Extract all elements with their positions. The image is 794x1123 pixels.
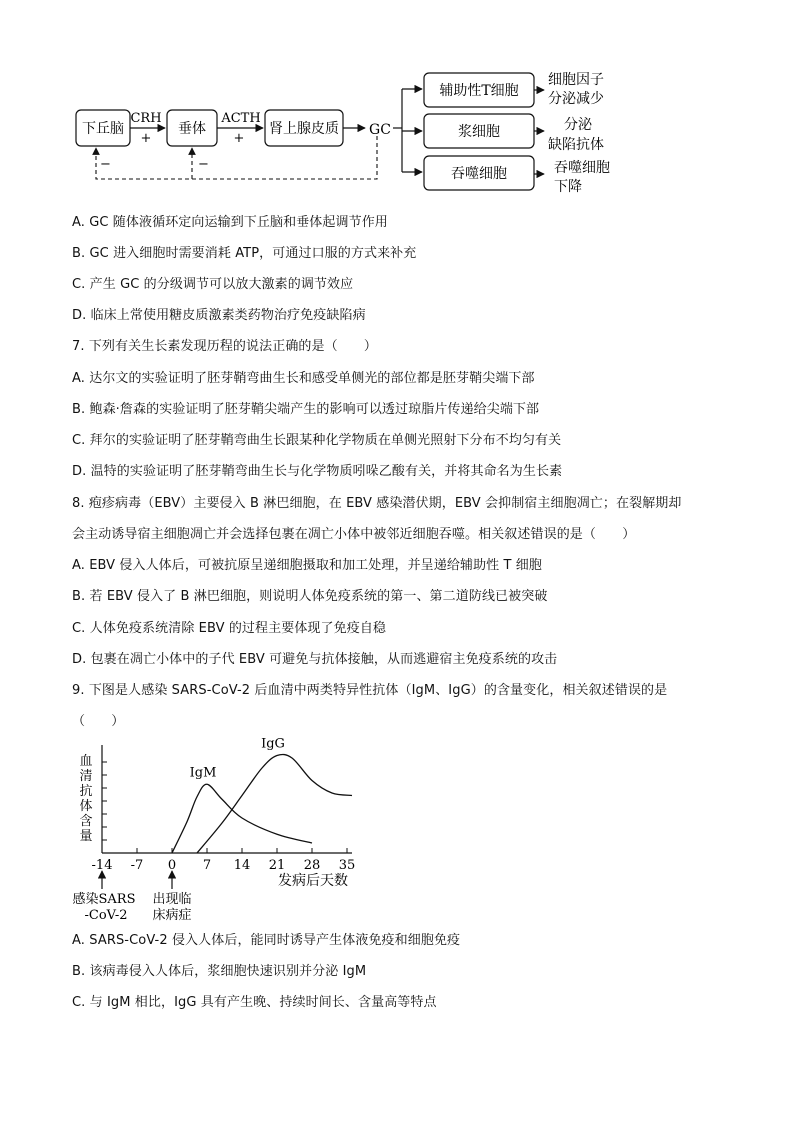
q7-option-a: A. 达尔文的实验证明了胚芽鞘弯曲生长和感受单侧光的部位都是胚芽鞘尖端下部	[72, 371, 535, 386]
q8-option-d: D. 包裹在凋亡小体中的子代 EBV 可避免与抗体接触，从而逃避宿主免疫系统的攻击	[72, 652, 558, 667]
q9-stem-line2: （ ）	[72, 714, 125, 729]
helper-t-outcome-line1: 细胞因子	[548, 72, 604, 88]
y-axis-title	[79, 754, 92, 844]
adrenal-label: 肾上腺皮质	[269, 121, 339, 137]
igm-series-label: IgM	[189, 765, 217, 781]
hpa-axis-diagram	[60, 62, 760, 202]
q6-option-c: C. 产生 GC 的分级调节可以放大激素的调节效应	[72, 277, 354, 292]
infection-label-line2: -CoV-2	[84, 908, 128, 923]
q6-option-b: B. GC 进入细胞时需要消耗 ATP，可通过口服的方式来补充	[72, 246, 417, 261]
acth-label: ACTH	[221, 111, 261, 126]
plasma-outcome-line2: 缺陷抗体	[548, 137, 604, 153]
plasma-label: 浆细胞	[458, 124, 500, 140]
x-tick-label: 14	[233, 858, 251, 873]
antibody-level-chart	[60, 735, 380, 925]
y-axis-title-char: 血	[79, 754, 93, 769]
q8-option-b: B. 若 EBV 侵入了 B 淋巴细胞，则说明人体免疫系统的第一、第二道防线已被突破	[72, 589, 548, 604]
y-axis-title-char: 清	[79, 769, 93, 784]
x-axis-title: 发病后天数	[278, 873, 348, 889]
plasma-outcome-line1: 分泌	[564, 117, 592, 133]
q8-stem-line1: 8. 疱疹病毒（EBV）主要侵入 B 淋巴细胞，在 EBV 感染潜伏期，EBV 会抑制宿主细胞凋亡；在裂解期却	[72, 496, 682, 511]
x-tick-label: 35	[338, 858, 356, 873]
infection-label-line1: 感染SARS	[72, 892, 136, 907]
q7-option-c: C. 拜尔的实验证明了胚芽鞘弯曲生长跟某种化学物质在单侧光照射下分布不均匀有关	[72, 433, 562, 448]
q7-option-d: D. 温特的实验证明了胚芽鞘弯曲生长与化学物质吲哚乙酸有关，并将其命名为生长素	[72, 464, 563, 479]
acth-plus-sign: +	[233, 131, 245, 146]
helper-t-label: 辅助性T细胞	[439, 83, 519, 99]
q7-option-b: B. 鲍森·詹森的实验证明了胚芽鞘尖端产生的影响可以透过琼脂片传递给尖端下部	[72, 402, 540, 417]
feedback-minus-pituitary: −	[198, 157, 209, 172]
igg-curve	[197, 754, 352, 853]
y-axis-title-char: 抗	[79, 784, 93, 799]
x-tick-label: 28	[303, 858, 321, 873]
q8-option-a: A. EBV 侵入人体后，可被抗原呈递细胞摄取和加工处理，并呈递给辅助性 T 细胞	[72, 558, 542, 573]
gc-label: GC	[369, 122, 391, 138]
q9-option-b: B. 该病毒侵入人体后，浆细胞快速识别并分泌 IgM	[72, 964, 367, 979]
y-axis-title-char: 量	[79, 829, 93, 844]
y-axis-title-char: 含	[79, 814, 93, 829]
q8-stem-line2: 会主动诱导宿主细胞凋亡并会选择包裹在凋亡小体中被邻近细胞吞噬。相关叙述错误的是（ ）	[72, 527, 636, 542]
igg-series-label: IgG	[261, 736, 285, 752]
q9-option-a: A. SARS-CoV-2 侵入人体后，能同时诱导产生体液免疫和细胞免疫	[72, 933, 461, 948]
q9-stem-line1: 9. 下图是人感染 SARS-CoV-2 后血清中两类特异性抗体（IgM、IgG）的含量变化，相关叙述错误的是	[72, 683, 668, 698]
q6-option-d: D. 临床上常使用糖皮质激素类药物治疗免疫缺陷病	[72, 308, 366, 323]
crh-label: CRH	[130, 111, 162, 126]
onset-label-line2: 床病症	[152, 908, 192, 923]
hypothalamus-label: 下丘脑	[82, 121, 124, 137]
phagocyte-outcome-line2: 下降	[554, 179, 582, 195]
x-tick-label: 7	[202, 858, 212, 873]
y-axis-title-char: 体	[79, 799, 93, 814]
phagocyte-label: 吞噬细胞	[451, 166, 507, 182]
phagocyte-outcome-line1: 吞噬细胞	[554, 160, 610, 176]
x-tick-label: -7	[130, 858, 144, 873]
x-tick-label: 21	[268, 858, 286, 873]
q9-option-c: C. 与 IgM 相比，IgG 具有产生晚、持续时间长、含量高等特点	[72, 995, 437, 1010]
q6-option-a: A. GC 随体液循环定向运输到下丘脑和垂体起调节作用	[72, 215, 388, 230]
q8-option-c: C. 人体免疫系统清除 EBV 的过程主要体现了免疫自稳	[72, 621, 387, 636]
feedback-minus-hypothalamus: −	[100, 157, 111, 172]
onset-label-line1: 出现临	[152, 892, 192, 907]
x-tick-label: -14	[91, 858, 113, 873]
x-tick-label: 0	[167, 858, 177, 873]
q7-stem: 7. 下列有关生长素发现历程的说法正确的是（ ）	[72, 339, 378, 354]
crh-plus-sign: +	[140, 131, 152, 146]
helper-t-outcome-line2: 分泌减少	[548, 91, 604, 107]
pituitary-label: 垂体	[178, 121, 206, 137]
